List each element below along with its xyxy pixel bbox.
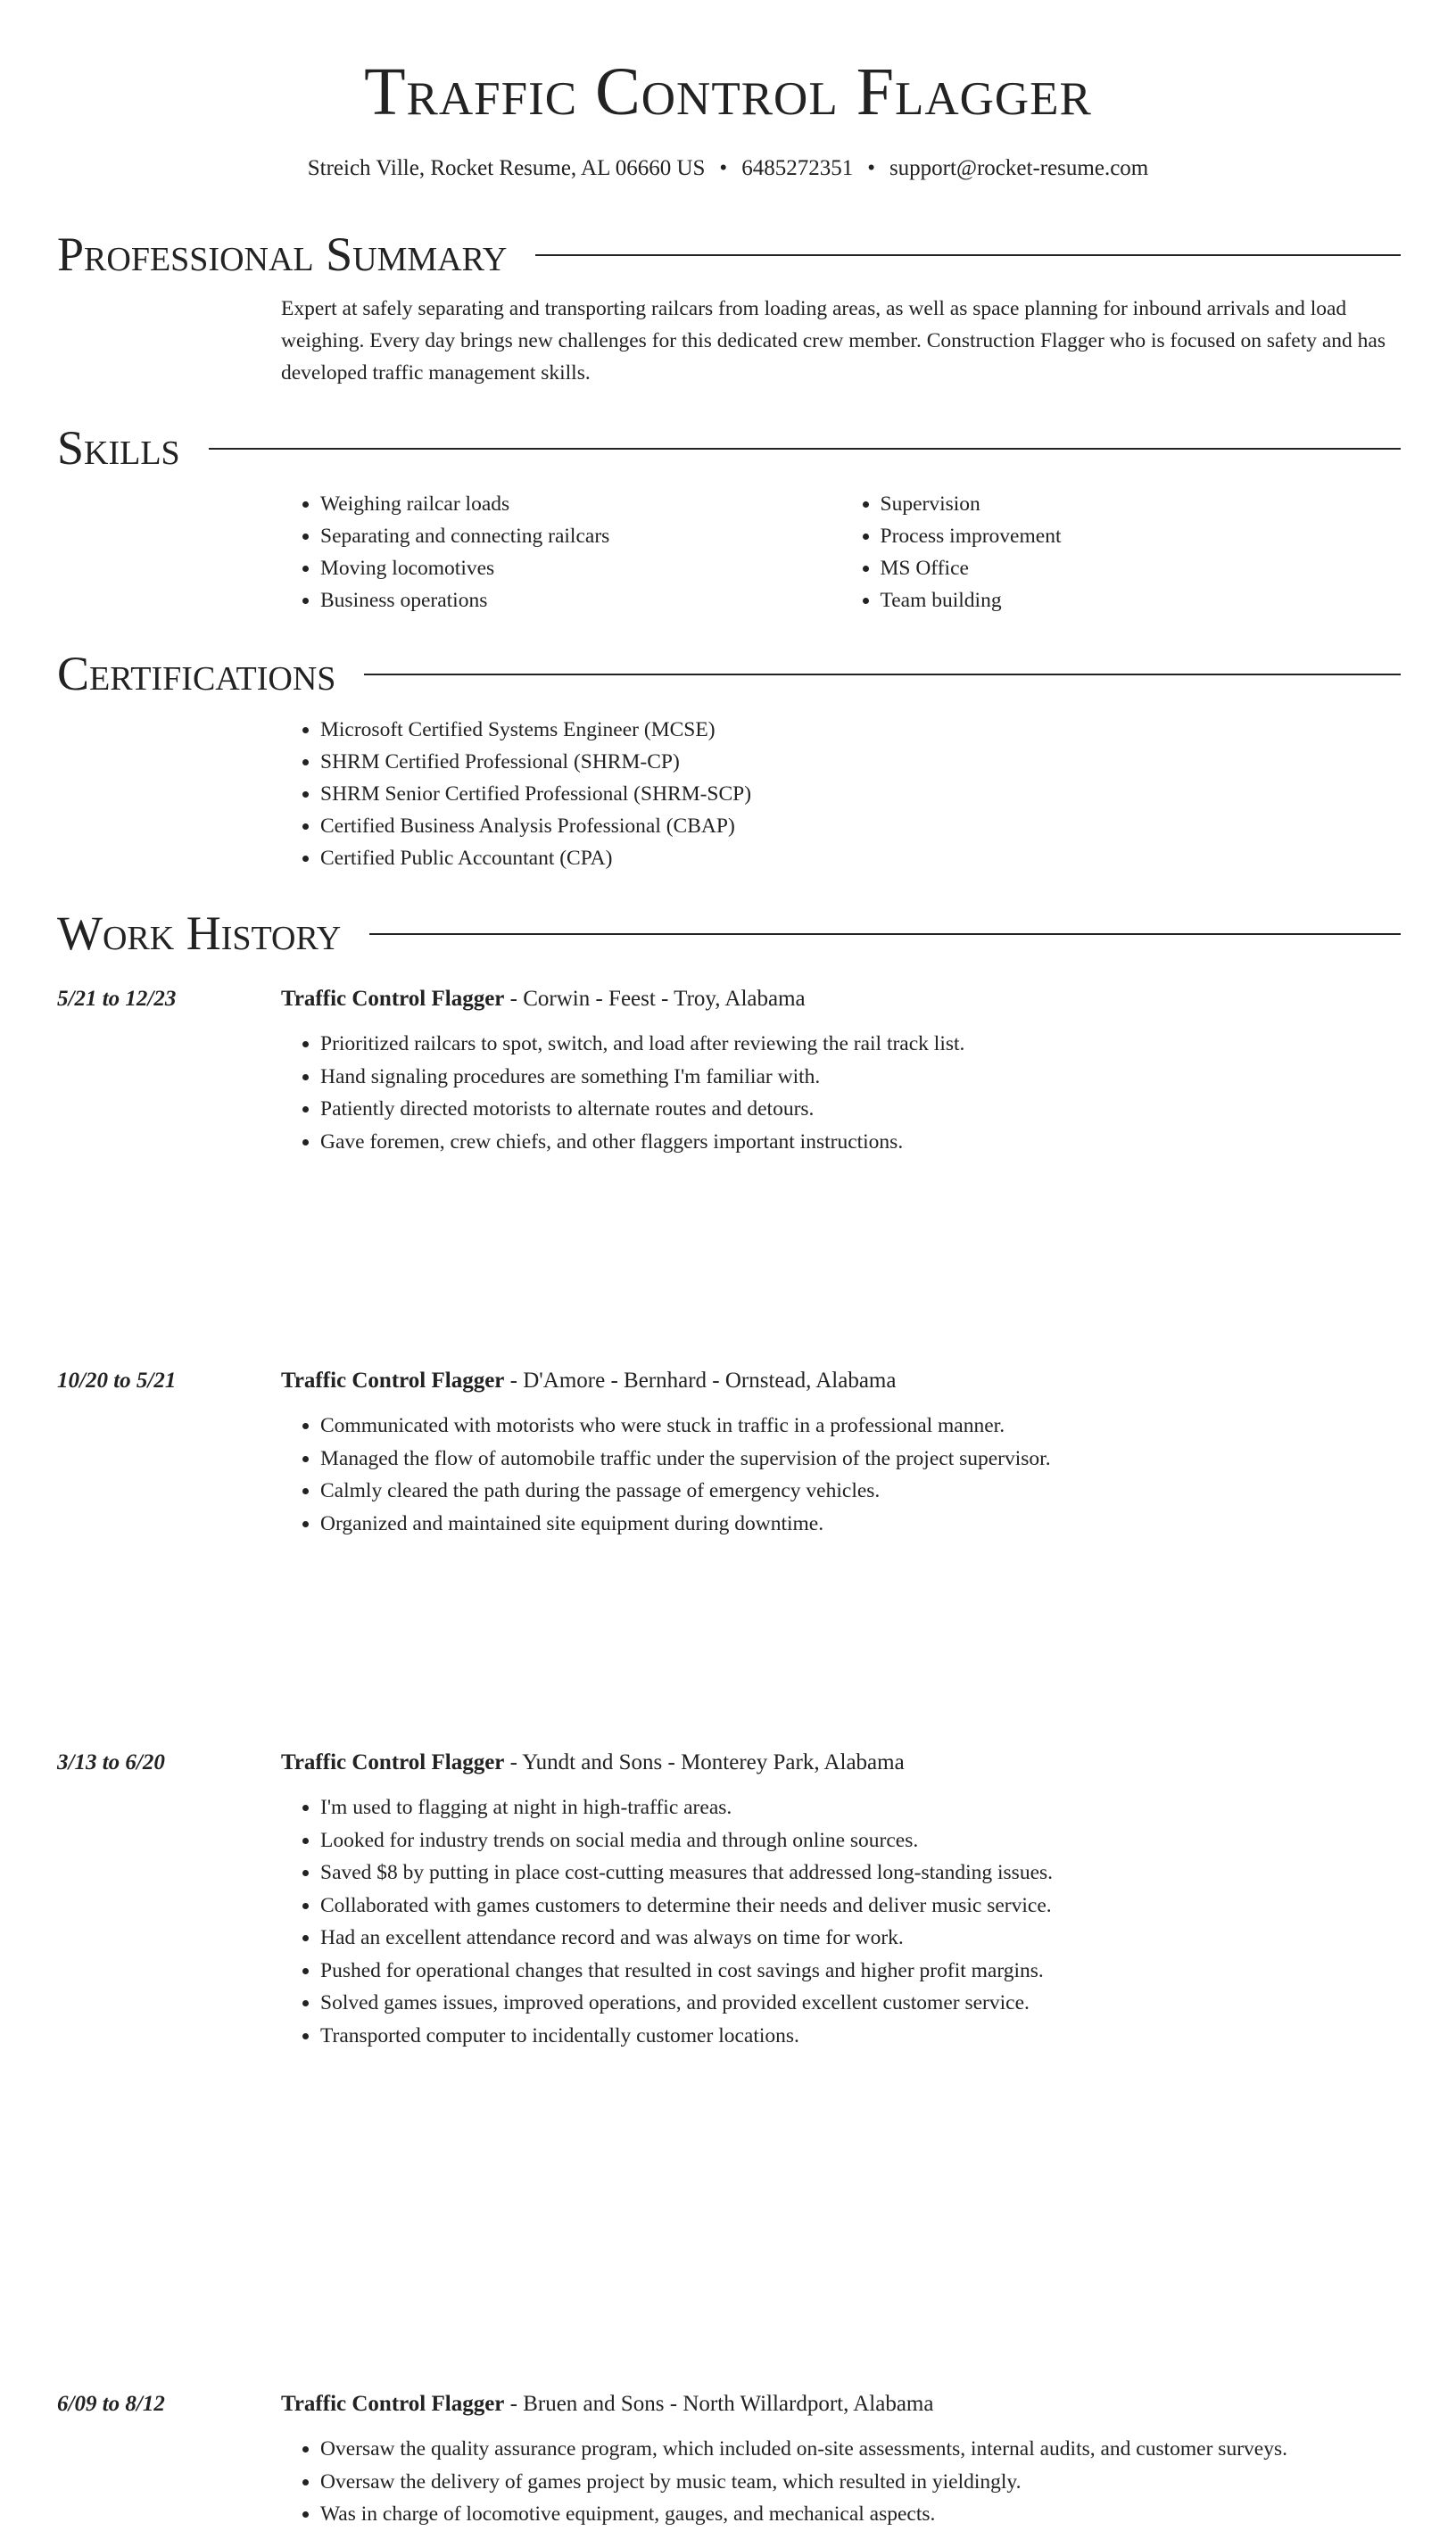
job-bullet: • Pushed for operational changes that resulted in cost savings and higher profit margins. [320,1955,1401,1988]
section-divider [535,254,1401,256]
summary-title: Professional Summary [57,227,508,281]
work-history-heading [57,904,1401,963]
skill-item: • Team building [881,584,1402,616]
job-bullet-list [281,1015,1401,1158]
job-employer: - Corwin - Feest - Troy, Alabama [504,987,806,1011]
job-heading [281,1747,905,1779]
job-heading [281,2388,933,2420]
skills-list-right [841,488,1402,616]
certification-item: • Microsoft Certified Systems Engineer (MCSE) [320,714,1401,746]
job-title: Traffic Control Flagger [281,987,505,1011]
skills-grid [281,477,1401,616]
job-bullet: • Oversaw the quality assurance program, which included on-site assessments, internal audits, and customer surveys. [320,2433,1401,2466]
job-entry [57,983,1401,1158]
job-bullet: • Patiently directed motorists to alternate routes and detours. [320,1093,1401,1126]
job-bullet: • Collaborated with games customers to determine their needs and deliver music service. [320,1890,1401,1923]
job-title: Traffic Control Flagger [281,2392,505,2416]
certification-item: • Certified Business Analysis Professional (CBAP) [320,810,1401,842]
contact-email: support@rocket-resume.com [889,156,1149,180]
certifications-heading [57,644,1401,703]
certifications-list [281,703,1401,874]
section-divider [364,674,1401,675]
job-bullet: • Looked for industry trends on social media and through online sources. [320,1824,1401,1857]
job-bullet: • Managed the flow of automobile traffic under the supervision of the project supervisor. [320,1443,1401,1476]
summary-heading [57,225,1401,284]
skill-item: • Moving locomotives [320,552,841,584]
certification-item: • Certified Public Accountant (CPA) [320,842,1401,874]
job-dates: 3/13 to 6/20 [57,1750,165,1774]
job-heading [281,1365,896,1397]
skills-heading [57,418,1401,477]
job-dates: 5/21 to 12/23 [57,987,177,1011]
certification-item: • SHRM Certified Professional (SHRM-CP) [320,746,1401,778]
summary-text: Expert at safely separating and transporting railcars from loading areas, as well as space planning for inbound arrivals and load weighing. Every day brings new challenges for this dedicated crew member. Construction Flagger who is focused on safety and has developed traffic management skills. [281,297,1386,385]
contact-address: Streich Ville, Rocket Resume, AL 06660 US [307,156,706,180]
section-divider [369,933,1401,935]
job-dates: 6/09 to 8/12 [57,2392,165,2416]
section-divider [209,448,1401,450]
summary-section [57,225,1401,389]
job-bullet: • Solved games issues, improved operations, and provided excellent customer service. [320,1987,1401,2020]
job-bullet-list [281,1397,1401,1540]
job-bullet: • Organized and maintained site equipment during downtime. [320,1508,1401,1541]
job-bullet: • Communicated with motorists who were stuck in traffic in a professional manner. [320,1410,1401,1443]
work-history-title: Work History [57,906,342,960]
job-bullet-list [281,1779,1401,2052]
skill-item: • Business operations [320,584,841,616]
job-bullet: • Was in charge of locomotive equipment, gauges, and mechanical aspects. [320,2498,1401,2531]
job-bullet: • Gave foremen, crew chiefs, and other flaggers important instructions. [320,1126,1401,1159]
skills-list-left [281,488,841,616]
job-bullet: • Oversaw the delivery of games project by music team, which resulted in yieldingly. [320,2466,1401,2499]
job-bullet: • Calmly cleared the path during the passage of emergency vehicles. [320,1475,1401,1508]
contact-separator: • [867,156,875,180]
certifications-section [57,644,1401,874]
job-entry [57,2388,1401,2531]
skill-item: • Weighing railcar loads [320,488,841,520]
job-entry [57,1747,1401,2052]
job-title: Traffic Control Flagger [281,1369,505,1393]
skill-item: • Separating and connecting railcars [320,520,841,552]
skill-item: • MS Office [881,552,1402,584]
job-bullet-list [281,2420,1401,2531]
candidate-name: Traffic Control Flagger [364,54,1092,129]
job-bullet: • Hand signaling procedures are something I'm familiar with. [320,1061,1401,1094]
job-entry [57,1365,1401,1540]
job-bullet: • I'm used to flagging at night in high-traffic areas. [320,1791,1401,1824]
certification-item: • SHRM Senior Certified Professional (SHRM-SCP) [320,778,1401,810]
job-employer: - Bruen and Sons - North Willardport, Alabama [504,2392,934,2416]
job-employer: - Yundt and Sons - Monterey Park, Alabama [504,1750,905,1774]
contact-phone: 6485272351 [741,156,854,180]
certifications-title: Certifications [57,647,336,700]
job-heading [281,983,806,1015]
job-bullet: • Had an excellent attendance record and was always on time for work. [320,1922,1401,1955]
job-bullet: • Transported computer to incidentally customer locations. [320,2020,1401,2053]
skill-item: • Supervision [881,488,1402,520]
skills-title: Skills [57,421,180,475]
skills-section [57,418,1401,616]
job-employer: - D'Amore - Bernhard - Ornstead, Alabama [504,1369,897,1393]
skill-item: • Process improvement [881,520,1402,552]
job-bullet: • Saved $8 by putting in place cost-cutting measures that addressed long-standing issues. [320,1857,1401,1890]
job-bullet: • Prioritized railcars to spot, switch, and load after reviewing the rail track list. [320,1028,1401,1061]
contact-separator: • [719,156,728,180]
job-dates: 10/20 to 5/21 [57,1369,177,1393]
job-title: Traffic Control Flagger [281,1750,505,1774]
contact-line [0,153,1456,184]
work-history-section [57,904,1401,963]
